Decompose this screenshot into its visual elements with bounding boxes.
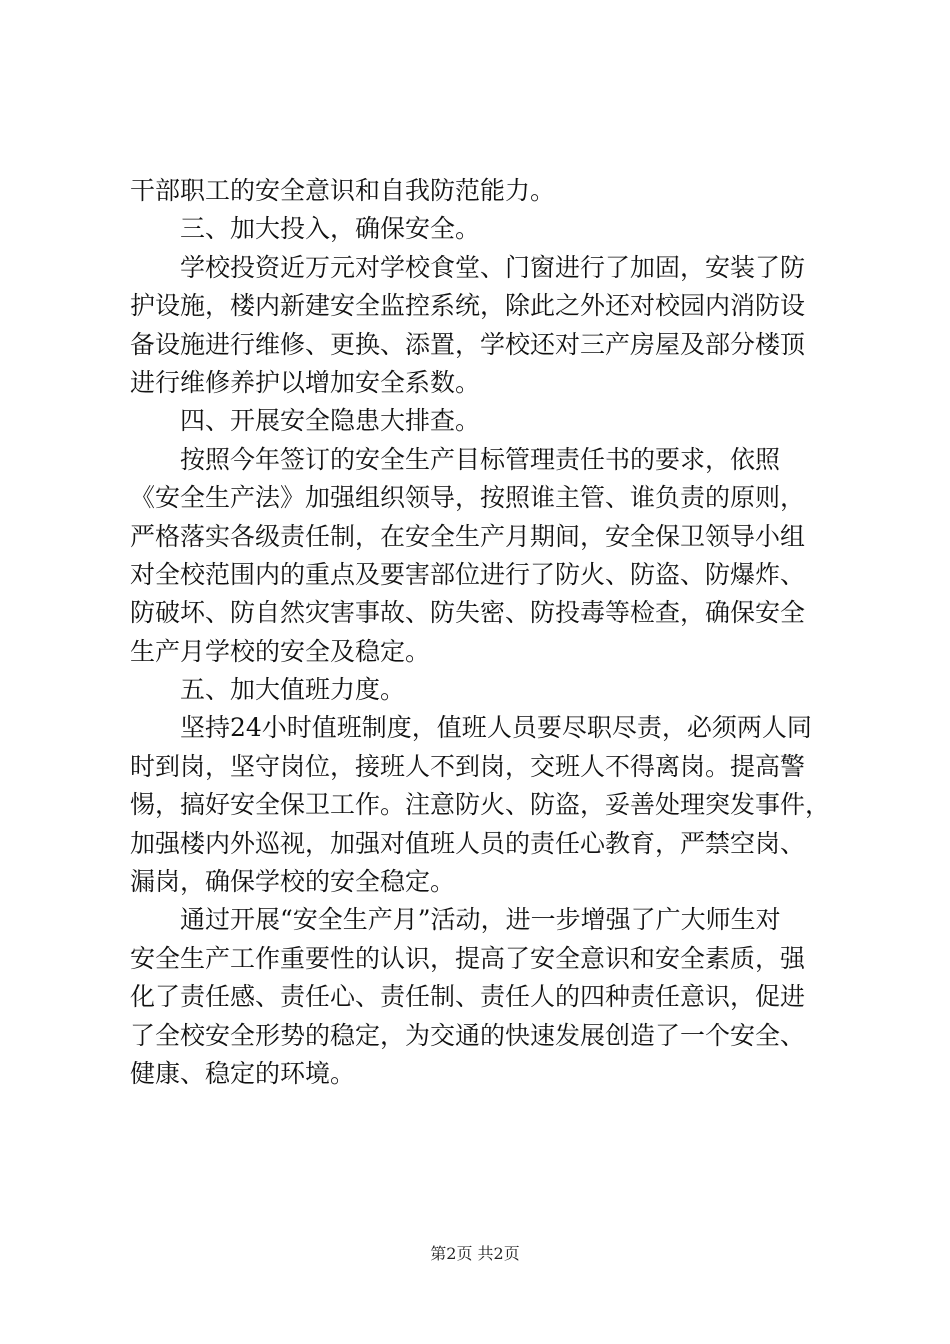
text-line: 护设施，楼内新建安全监控系统，除此之外还对校园内消防设: [130, 291, 806, 321]
text-line: 《安全生产法》加强组织领导，按照谁主管、谁负责的原则，: [130, 483, 806, 513]
text-line: 惕，搞好安全保卫工作。注意防火、防盗，妥善处理突发事件，: [130, 790, 831, 820]
text-line: 加强楼内外巡视，加强对值班人员的责任心教育，严禁空岗、: [130, 828, 806, 858]
text-line: 时到岗，坚守岗位，接班人不到岗，交班人不得离岗。提高警: [130, 751, 806, 781]
text-line: 坚持24小时值班制度，值班人员要尽职尽责，必须两人同: [180, 713, 812, 743]
text-line: 干部职工的安全意识和自我防范能力。: [130, 176, 556, 205]
page-footer: 第2页 共2页: [430, 1244, 520, 1263]
text-line: 化了责任感、责任心、责任制、责任人的四种责任意识，促进: [130, 982, 806, 1012]
text-line: 了全校安全形势的稳定，为交通的快速发展创造了一个安全、: [130, 1020, 806, 1050]
text-line: 健康、稳定的环境。: [130, 1058, 356, 1088]
section-heading: 四、开展安全隐患大排查。: [180, 406, 481, 436]
section-heading: 五、加大值班力度。: [180, 675, 406, 705]
text-line: 对全校范围内的重点及要害部位进行了防火、防盗、防爆炸、: [130, 559, 806, 589]
text-line: 进行维修养护以增加安全系数。: [130, 367, 481, 397]
text-line: 通过开展“安全生产月”活动，进一步增强了广大师生对: [180, 905, 781, 935]
text-line: 备设施进行维修、更换、添置，学校还对三产房屋及部分楼顶: [130, 329, 806, 359]
text-line: 按照今年签订的安全生产目标管理责任书的要求，依照: [180, 444, 781, 474]
document-body: [130, 172, 830, 1093]
text-line: 生产月学校的安全及稳定。: [130, 636, 431, 666]
text-line: 安全生产工作重要性的认识，提高了安全意识和安全素质，强: [130, 943, 806, 973]
text-line: 学校投资近万元对学校食堂、门窗进行了加固，安装了防: [180, 252, 806, 282]
text-line: 严格落实各级责任制，在安全生产月期间，安全保卫领导小组: [130, 521, 806, 551]
section-heading: 三、加大投入，确保安全。: [180, 214, 481, 244]
text-line: 漏岗，确保学校的安全稳定。: [130, 867, 456, 897]
text-line: 防破坏、防自然灾害事故、防失密、防投毒等检查，确保安全: [130, 598, 806, 628]
